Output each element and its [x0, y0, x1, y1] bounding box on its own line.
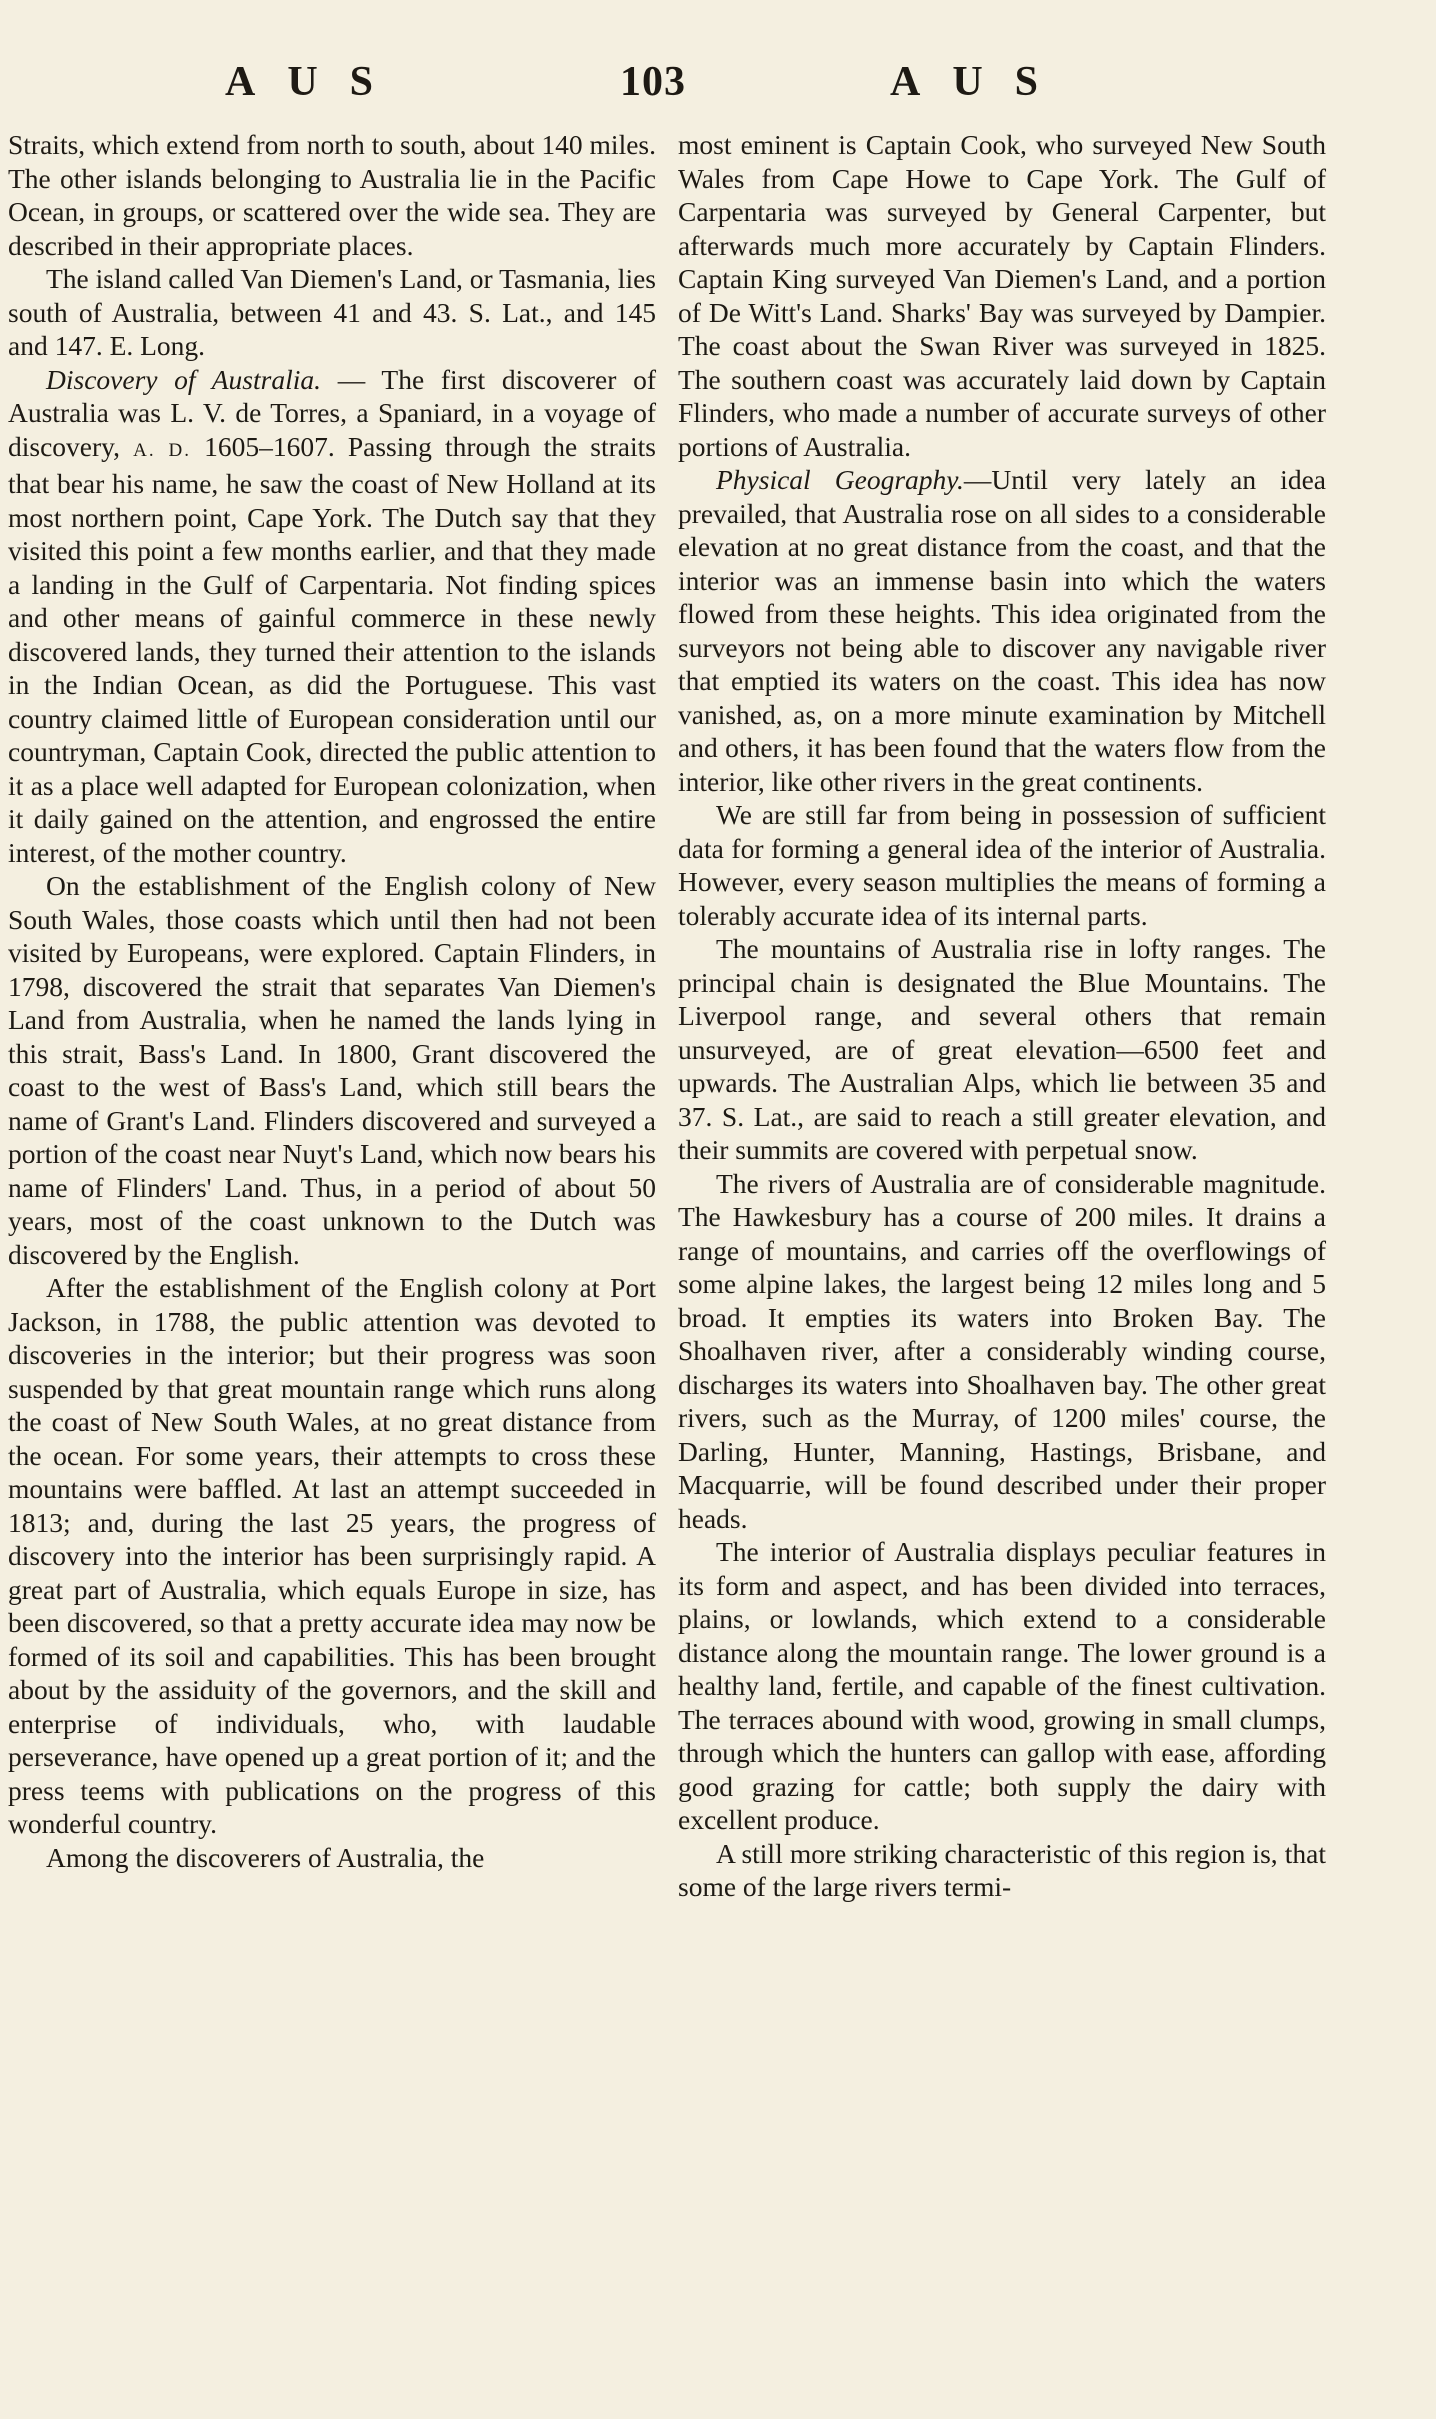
paragraph: Straits, which extend from north to south, about 140 miles. The other islands belonging to Australia lie in the Pacific Ocean, in groups, or scattered over the wide sea. They are described in their appropriate places. — [8, 129, 656, 261]
paragraph: A still more striking characteristic of this region is, that some of the large rivers termi- — [678, 1837, 1326, 1902]
paragraph — [678, 463, 1326, 798]
paragraph: On the establishment of the English colony of New South Wales, those coasts which until then had not been visited by Europeans, were explored. Captain Flinders, in 1798, discovered the strait that separates Van Diemen's Land from Australia, when he named the lands lying in this strait, Bass's Land. In 1800, Grant discovered the coast to the west of Bass's Land, which still bears the name of Grant's Land. Flinders discovered and surveyed a portion of the coast near Nuyt's Land, which now bears his name of Flinders' Land. Thus, in a period of about 50 years, most of the coast unknown to the Dutch was discovered by the English. — [8, 870, 656, 1270]
paragraph: most eminent is Captain Cook, who surveyed New South Wales from Cape Howe to Cape York. The Gulf of Carpentaria was surveyed by General Carpenter, but afterwards much more accurately by Captain Flinders. Captain King surveyed Van Diemen's Land, and a portion of De Witt's Land. Sharks' Bay was surveyed by Dampier. The coast about the Swan River was surveyed in 1825. The southern coast was accurately laid down by Captain Flinders, who made a number of accurate surveys of other portions of Australia. — [678, 129, 1326, 462]
section-heading: Physical Geography. — [716, 464, 964, 495]
left-column — [8, 128, 656, 1874]
paragraph: The mountains of Australia rise in lofty ranges. The principal chain is designated the Blue Mountains. The Liverpool range, and several others that remain unsurveyed, are of great elevation—6500 feet and upwards. The Australian Alps, which lie between 35 and 37. S. Lat., are said to reach a still greater elevation, and their summits are covered with perpetual snow. — [678, 933, 1326, 1165]
section-heading: Discovery of Australia. — [46, 363, 322, 395]
paragraph: The interior of Australia displays peculiar features in its form and aspect, and has been divided into terraces, plains, or lowlands, which extend to a considerable distance along the mountain range. The lower ground is a healthy land, fertile, and capable of the finest cultivation. The terraces abound with wood, growing in small clumps, through which the hunters can gallop with ease, affording good grazing for cattle; both supply the dairy with excellent produce. — [678, 1536, 1326, 1835]
paragraph: The rivers of Australia are of considerable magnitude. The Hawkesbury has a course of 200 miles. It drains a range of mountains, and carries off the overflowings of some alpine lakes, the largest being 12 miles long and 5 broad. It empties its waters into Broken Bay. The Shoalhaven river, after a considerably winding course, discharges its waters into Shoalhaven bay. The other great rivers, such as the Murray, of 1200 miles' course, the Darling, Hunter, Manning, Hastings, Brisbane, and Macquarrie, will be found described under their proper heads. — [678, 1167, 1326, 1534]
running-header — [0, 58, 1436, 118]
paragraph — [8, 363, 656, 870]
paragraph-text: —Until very lately an idea prevailed, that Australia rose on all sides to a considerable elevation at no great distance from the coast, and that the interior was an immense basin into which the waters flowed from these heights. This idea originated from the surveyors not being able to discover any navigable river that emptied its waters on the coast. This idea has now vanished, as, on a more minute examination by Mitchell and others, it has been found that the waters flow from the interior, like other rivers in the great continents. — [678, 464, 1326, 797]
paragraph: After the establishment of the English colony at Port Jackson, in 1788, the public attention was devoted to discoveries in the interior; but their progress was soon suspended by that great mountain range which runs along the coast of New South Wales, at no great distance from the ocean. For some years, their attempts to cross these mountains were baffled. At last an attempt succeeded in 1813; and, during the last 25 years, the progress of discovery into the interior has been surprisingly rapid. A great part of Australia, which equals Europe in size, has been discovered, so that a pretty accurate idea may now be formed of its soil and capabilities. This has been brought about by the assiduity of the governors, and the skill and enterprise of individuals, who, with laudable perseverance, have opened up a great portion of it; and the press teems with publications on the progress of this wonderful country. — [8, 1272, 656, 1839]
header-left-word: AUS — [225, 59, 406, 105]
era-abbreviation: A. D. — [133, 439, 192, 461]
right-column — [678, 128, 1326, 1904]
paragraph: The island called Van Diemen's Land, or Tasmania, lies south of Australia, between 41 and 43. S. Lat., and 145 and 147. E. Long. — [8, 263, 656, 361]
paragraph-text: 1605–1607. Passing through the straits that bear his name, he saw the coast of New Holland at its most northern point, Cape York. The Dutch say that they visited this point a few months earlier, and that they made a landing in the Gulf of Carpentaria. Not finding spices and other means of gainful commerce in these newly discovered lands, they turned their attention to the islands in the Indian Ocean, as did the Portuguese. This vast country claimed little of European consideration until our countryman, Captain Cook, directed the public attention to it as a place well adapted for European colonization, when it daily gained on the attention, and engrossed the entire interest, of the mother country. — [8, 430, 656, 868]
paragraph: Among the discoverers of Australia, the — [46, 1841, 485, 1873]
page-number: 103 — [620, 59, 686, 105]
header-right-word: AUS — [890, 59, 1071, 105]
paragraph: We are still far from being in possession of sufficient data for forming a general idea of the interior of Australia. However, every season multiplies the means of forming a tolerably accurate idea of its internal parts. — [678, 799, 1326, 931]
paragraph-text: — The first discoverer of Australia was L. V. de Torres, a Spaniard, in a voyage of discovery, — [8, 363, 656, 462]
